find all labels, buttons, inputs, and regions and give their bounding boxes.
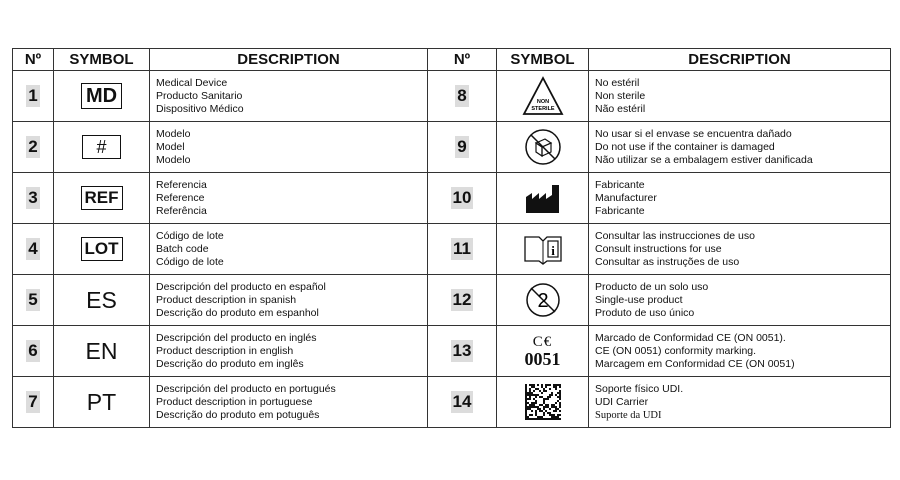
description-cell: Soporte físico UDI. UDI Carrier Suporte da UDI (589, 377, 891, 428)
row-number: 8 (457, 86, 467, 105)
svg-text:i: i (550, 243, 555, 258)
table-row (13, 224, 891, 275)
language-es-symbol: ES (86, 286, 117, 313)
description-cell: Producto de un solo uso Single-use product Produto de uso único (589, 275, 891, 326)
description-cell: Medical Device Producto Sanitario Dispositivo Médico (150, 71, 428, 122)
description-cell: Modelo Model Modelo (150, 122, 428, 173)
damaged-package-icon (524, 128, 562, 166)
row-number: 1 (28, 86, 38, 105)
description-cell: Descripción del producto en inglés Product description in english Descrição do produto em inglês (150, 326, 428, 377)
table-row (13, 122, 891, 173)
manufacturer-factory-icon (523, 181, 563, 215)
row-number: 7 (28, 392, 38, 411)
table-row (13, 326, 891, 377)
row-number: 3 (28, 188, 38, 207)
ce-mark-icon: C€ 0051 (524, 334, 561, 369)
lot-symbol-icon: LOT (81, 237, 123, 261)
udi-datamatrix-icon (525, 384, 561, 420)
row-number: 6 (28, 341, 38, 360)
header-no: Nº (428, 49, 497, 71)
header-symbol: SYMBOL (54, 49, 150, 71)
row-number: 13 (452, 341, 472, 360)
language-en-symbol: EN (85, 337, 118, 364)
description-cell: Código de lote Batch code Código de lote (150, 224, 428, 275)
table-row (13, 377, 891, 428)
table-row (13, 173, 891, 224)
header-no: Nº (13, 49, 54, 71)
model-number-icon: # (82, 135, 120, 159)
ref-symbol-icon: REF (81, 186, 123, 210)
svg-text:NON: NON (536, 99, 549, 105)
description-cell: Descripción del producto en español Product description in spanish Descrição do produto em espanhol (150, 275, 428, 326)
table-row (13, 275, 891, 326)
header-description: DESCRIPTION (150, 49, 428, 71)
language-pt-symbol: PT (86, 388, 117, 415)
description-cell: Referencia Reference Referência (150, 173, 428, 224)
row-number: 4 (28, 239, 38, 258)
table-row (13, 71, 891, 122)
md-symbol-icon: MD (81, 83, 122, 109)
description-cell: Descripción del producto en portugués Product description in portuguese Descrição do produto em potuguês (150, 377, 428, 428)
description-cell: No estéril Non sterile Não estéril (589, 71, 891, 122)
description-cell: Consultar las instrucciones de uso Consult instructions for use Consultar as instruções de uso (589, 224, 891, 275)
table-header-row (13, 49, 891, 71)
row-number: 11 (453, 239, 471, 258)
description-cell: Marcado de Conformidad CE (ON 0051). CE (ON 0051) conformity marking. Marcagem em Conformidad CE (ON 0051) (589, 326, 891, 377)
instructions-book-icon (522, 232, 564, 266)
row-number: 14 (452, 392, 472, 411)
header-symbol: SYMBOL (497, 49, 589, 71)
header-description: DESCRIPTION (589, 49, 891, 71)
single-use-icon (524, 281, 562, 319)
row-number: 12 (452, 290, 472, 309)
non-sterile-icon (522, 76, 564, 116)
row-number: 9 (457, 137, 467, 156)
row-number: 5 (28, 290, 38, 309)
svg-text:STERILE: STERILE (530, 106, 555, 112)
description-cell: Fabricante Manufacturer Fabricante (589, 173, 891, 224)
description-cell: No usar si el envase se encuentra dañado Do not use if the container is damaged Não utilizar se a embalagem estiver danificada (589, 122, 891, 173)
row-number: 2 (28, 137, 38, 156)
symbols-table (12, 48, 891, 428)
svg-text:2: 2 (536, 290, 549, 312)
row-number: 10 (452, 188, 472, 207)
